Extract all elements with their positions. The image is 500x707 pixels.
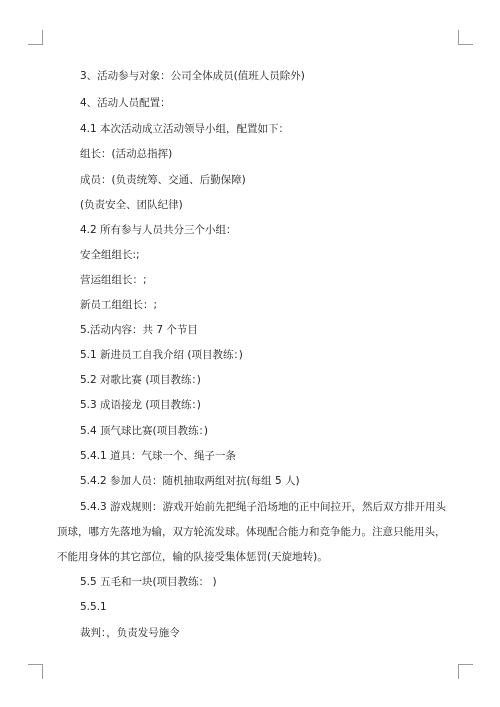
text-line: 5.1 新进员工自我介绍 (项目教练：) — [80, 349, 243, 361]
text-line: 组长：(活动总指挥) — [80, 148, 173, 160]
text-line: 5.活动内容：共 7 个节目 — [80, 324, 198, 336]
text-line: 3、活动参与对象：公司全体成员(值班人员除外) — [80, 70, 305, 82]
text-line: 新员工组组长：; — [80, 299, 158, 311]
text-line: 5.5 五毛和一块(项目教练： ) — [80, 576, 217, 588]
text-line: 安全组组长:; — [80, 249, 140, 261]
text-line: 5.3 成语接龙 (项目教练：) — [80, 399, 201, 411]
text-line: 5.4.3 游戏规则：游戏开始前先把绳子沿场地的正中间拉开，然后双方排开用头 — [80, 501, 447, 513]
text-line: 5.2 对歌比赛 (项目教练：) — [80, 374, 201, 386]
text-line: 4.2 所有参与人员共分三个小组： — [80, 224, 237, 236]
text-line: 5.4 顶气球比赛(项目教练：) — [80, 425, 208, 437]
text-line: 5.4.2 参加人员：随机抽取两组对抗(每组 5 人) — [80, 475, 300, 487]
text-line: 5.4.1 道具：气球一个、绳子一条 — [80, 450, 237, 462]
text-line: 营运组组长：; — [80, 274, 147, 286]
text-line: 裁判：，负责发号施令 — [80, 627, 180, 639]
text-line: 4、活动人员配置： — [80, 97, 171, 109]
text-line: 不能用身体的其它部位，输的队接受集体惩罚(天旋地转)。 — [57, 551, 328, 563]
text-line: 5.5.1 — [80, 601, 107, 613]
text-line: 顶球，哪方先落地为输，双方轮流发球。体现配合能力和竞争能力。注意只能用头， — [57, 526, 446, 538]
text-line: 4.1 本次活动成立活动领导小组，配置如下： — [80, 123, 290, 135]
text-line: (负责安全、团队纪律) — [80, 199, 183, 211]
text-line: 成员：(负责统筹、交通、后勤保障) — [80, 174, 246, 186]
